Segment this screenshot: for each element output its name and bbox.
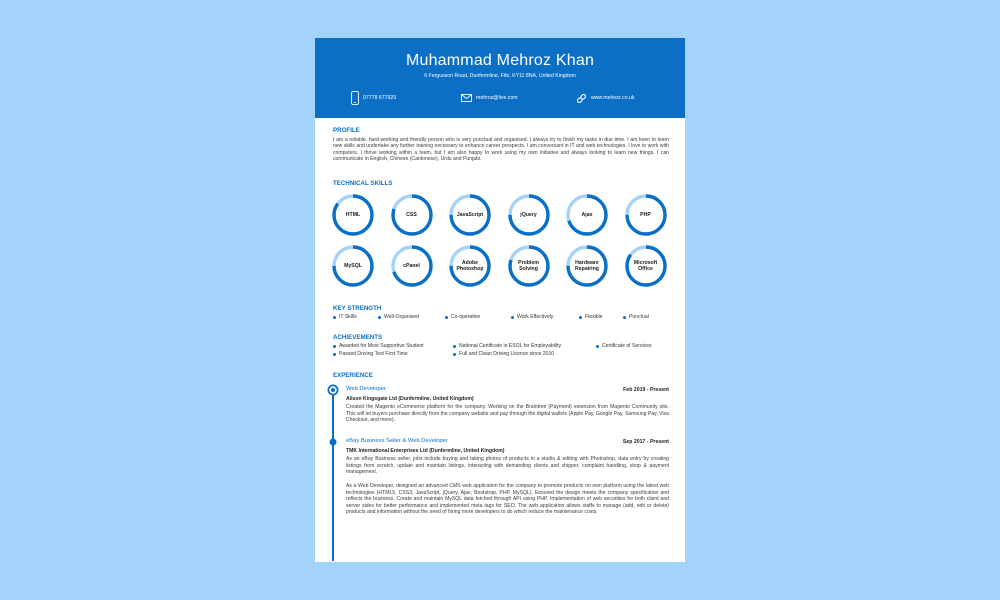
website-url[interactable]: www.mehroz.co.uk bbox=[591, 95, 635, 101]
skill-ring bbox=[390, 244, 434, 288]
bullet-dot bbox=[333, 345, 336, 348]
skill-ring bbox=[507, 244, 551, 288]
skill-label: Microsoft Office bbox=[633, 259, 658, 272]
skill-ring bbox=[331, 193, 375, 237]
achievement-item: National Certificate in ESOL for Employability bbox=[453, 343, 561, 349]
job-company: TMK International Enterprises Ltd (Dunfermline, United Kingdom) bbox=[346, 448, 505, 454]
timeline-line bbox=[332, 389, 334, 561]
email-icon bbox=[461, 94, 472, 102]
job-date: Sep 2017 - Present bbox=[622, 439, 669, 445]
skill-ring bbox=[390, 193, 434, 237]
skill-label: Ajax bbox=[581, 211, 593, 218]
key-strength-heading: KEY STRENGTH bbox=[333, 305, 382, 312]
resume-header bbox=[315, 38, 685, 118]
skill-ring bbox=[565, 244, 609, 288]
experience-heading: EXPERIENCE bbox=[333, 372, 373, 379]
bullet-dot bbox=[333, 353, 336, 356]
email-address[interactable]: mehroz@live.com bbox=[476, 95, 518, 101]
link-icon bbox=[576, 93, 587, 104]
job-description: As an eBay Business seller, jobs include buying and taking photos of products in a studio & editing with Photoshop, data entry by creating listings from scratch, update and maintain listings, interacting with demanding clients and shipper, complaint handling, shop & payment management. bbox=[346, 456, 669, 476]
skill-label: PHP bbox=[640, 211, 651, 218]
skill-label: Problem Solving bbox=[518, 259, 539, 272]
contact-email bbox=[461, 91, 518, 105]
job-title: Web Developer bbox=[346, 386, 386, 392]
skills-heading: TECHNICAL SKILLS bbox=[333, 180, 393, 187]
job-date: Feb 2019 - Present bbox=[623, 387, 669, 393]
bullet-dot bbox=[579, 316, 582, 319]
achievement-item: Certificate of Services bbox=[596, 343, 652, 349]
strength-item: Co-operative bbox=[445, 314, 480, 320]
skill-label: cPanel bbox=[403, 262, 420, 269]
achievement-item: Passed Driving Test First Time bbox=[333, 351, 408, 357]
resume-page bbox=[315, 38, 685, 562]
skill-ring bbox=[448, 244, 492, 288]
applicant-address: 6 Fergusson Road, Dunfermline, Fife, KY11 8NA, United Kingdom bbox=[424, 73, 576, 79]
contact-phone bbox=[351, 91, 396, 105]
bullet-dot bbox=[511, 316, 514, 319]
skill-ring bbox=[565, 193, 609, 237]
job-title: eBay Business Seller & Web Developer bbox=[346, 438, 448, 444]
skill-ring bbox=[624, 244, 668, 288]
strength-item: Work Effectively bbox=[511, 314, 553, 320]
achievements-heading: ACHIEVEMENTS bbox=[333, 334, 383, 341]
skill-ring bbox=[507, 193, 551, 237]
skill-label: Adobe Photoshop bbox=[456, 259, 484, 272]
contact-website bbox=[576, 91, 635, 105]
skill-label: HTML bbox=[345, 211, 361, 218]
profile-heading: PROFILE bbox=[333, 127, 360, 134]
bullet-dot bbox=[445, 316, 448, 319]
job-company: Alison Kingsgate Ltd (Dunfermline, United Kingdom) bbox=[346, 396, 474, 402]
job-description: As a Web Developer, designed an advanced CMS web application for the company to promote products on own platform using the latest web technologies (HTML5, CSS3, JavaScript, jQuery, Ajax, Bootstrap, PHP, MySQL). Ensured the design meets the company specification and reflects the business. Create and maintain MySQL data fetched through API using PHP. Implementation of web securities for both client and server sides for better performance and implemented meta tags for SEO. The web application allows staffs to manage (add, edit or delete) products and information without the need of hiring more developers to do which reduce the maintenance costs. bbox=[346, 483, 669, 516]
phone-icon bbox=[351, 91, 359, 105]
skill-ring bbox=[624, 193, 668, 237]
bullet-dot bbox=[333, 316, 336, 319]
skill-label: jQuery bbox=[520, 211, 537, 218]
achievement-item: Awarded for Most Supportive Student bbox=[333, 343, 424, 349]
skill-label: MySQL bbox=[344, 262, 362, 269]
phone-number: 07778 677929 bbox=[363, 95, 397, 101]
strength-item: Flexible bbox=[579, 314, 603, 320]
bullet-dot bbox=[623, 316, 626, 319]
skill-label: Hardware Repairing bbox=[575, 259, 599, 272]
skill-ring bbox=[331, 244, 375, 288]
strength-item: Punctual bbox=[623, 314, 649, 320]
strength-item: Well-Organised bbox=[378, 314, 419, 320]
job-description: Created the Magento eCommerce platform for the company. Working on the Braintree (Payment) extension from Magento Community site. This will let buyers purchase directly from the company website and pay through the digital wallets (Apple Pay, Google Pay, Samsung Pay, Visa Checkout, and more). bbox=[346, 404, 669, 424]
timeline-node bbox=[329, 438, 337, 446]
strength-item: IT Skills bbox=[333, 314, 357, 320]
bullet-dot bbox=[453, 353, 456, 356]
profile-text: I am a reliable, hard-working and friendly person who is very punctual and organised. I always try to finish my tasks in due time. I am keen to learn new skills and undertake any further training necessary to enhance career prospects. I am conversant in IT and web technologies. I love to work with computers. I thrive working within a team, but I am also happy to work using my own initiative and always looking to learn new things. I can communicate in English, Chinese (Cantonese), Urdu and Punjabi. bbox=[333, 137, 669, 163]
bullet-dot bbox=[596, 345, 599, 348]
timeline-node bbox=[327, 384, 339, 396]
skill-ring bbox=[448, 193, 492, 237]
skill-label: JavaScript bbox=[456, 211, 484, 218]
bullet-dot bbox=[453, 345, 456, 348]
achievement-item: Full and Clean Driving Licence since 2010 bbox=[453, 351, 554, 357]
applicant-name: Muhammad Mehroz Khan bbox=[405, 52, 595, 69]
skill-label: CSS bbox=[406, 211, 417, 218]
bullet-dot bbox=[378, 316, 381, 319]
